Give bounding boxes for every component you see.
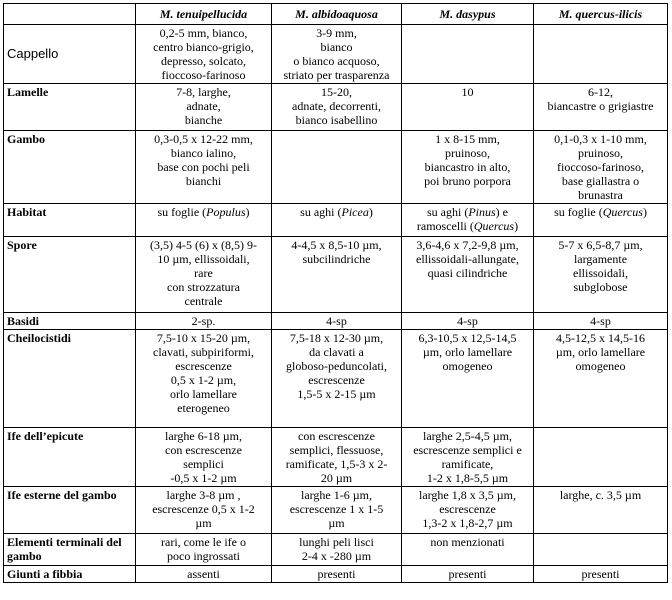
cell-line: 0,1-0,3 x 1-10 mm,	[554, 132, 647, 146]
cell-line: globoso-peduncolati,	[286, 359, 387, 373]
cell-habitat-m-tenuipellucida	[136, 204, 272, 237]
cell-line: con escrescenze	[165, 443, 242, 457]
cell-line: base giallastra o	[561, 174, 640, 188]
cell-line: 4,5-12,5 x 14,5-16	[556, 331, 645, 345]
cell-line: 1,3-2 x 1,8-2,7 µm	[422, 516, 513, 530]
cell-cheilocistidi-m-dasypus	[402, 330, 534, 428]
cell-giunti-a-fibbia-m-tenuipellucida	[136, 566, 272, 583]
cell-cappello-m-dasypus	[402, 25, 534, 84]
cell-lamelle-m-tenuipellucida	[136, 84, 272, 131]
cell-line: subglobose	[573, 280, 628, 294]
cell-line: µm, orlo lamellare	[422, 345, 513, 359]
table-row-cheilocistidi	[4, 330, 668, 428]
cell-line: µm	[195, 516, 212, 530]
cell-line: ellissoidali,	[573, 266, 628, 280]
cell-line: brunastra	[578, 188, 623, 202]
cell-cappello-m-tenuipellucida	[136, 25, 272, 84]
cell-ife-esterne-gambo-m-quercus-ilicis	[534, 487, 668, 534]
cell-elementi-terminali-gambo-m-tenuipellucida	[136, 534, 272, 566]
cell-line: 3,6-4,6 x 7,2-9,8 µm,	[416, 238, 519, 252]
cell-line: rare	[194, 266, 213, 280]
corner-cell	[4, 4, 136, 25]
cell-line: quasi cilindriche	[427, 266, 508, 280]
cell-line: 7,5-10 x 15-20 µm,	[156, 331, 251, 345]
cell-line: con escrescenze	[298, 429, 375, 443]
cell-cheilocistidi-m-tenuipellucida	[136, 330, 272, 428]
cell-line: -0,5 x 1-2 µm	[170, 471, 237, 485]
cell-line: 2-sp.	[191, 314, 216, 328]
cell-line: eterogeneo	[177, 401, 230, 415]
row-label-gambo: Gambo	[4, 131, 136, 204]
cell-habitat-m-dasypus	[402, 204, 534, 237]
cell-line: pruinoso,	[578, 146, 623, 160]
cell-line: 10	[461, 85, 474, 99]
cell-line: 6,3-10,5 x 12,5-14,5	[418, 331, 517, 345]
cell-line: semplici, flessuose,	[289, 443, 384, 457]
cell-line: 15-20,	[321, 85, 352, 99]
cell-habitat-m-quercus-ilicis	[534, 204, 668, 237]
cell-gambo-m-albidoaquosa	[272, 131, 402, 204]
cell-line: con strozzatura	[167, 280, 240, 294]
cell-line: bianchi	[185, 174, 222, 188]
cell-line: ellissoidali-allungate,	[416, 252, 519, 266]
cell-line: ramificate,	[441, 457, 494, 471]
cell-line: larghe 1,8 x 3,5 µm,	[418, 488, 516, 502]
cell-lamelle-m-quercus-ilicis	[534, 84, 668, 131]
cell-elementi-terminali-gambo-m-quercus-ilicis	[534, 534, 668, 566]
cell-giunti-a-fibbia-m-dasypus	[402, 566, 534, 583]
header-m-albidoaquosa: M. albidoaquosa	[272, 4, 402, 25]
table-row-gambo	[4, 131, 668, 204]
cell-cheilocistidi-m-quercus-ilicis	[534, 330, 668, 428]
cell-line: larghe, c. 3,5 µm	[559, 488, 642, 502]
cell-spore-m-quercus-ilicis	[534, 237, 668, 313]
cell-line: largamente	[573, 252, 628, 266]
cell-line: escrescenze	[439, 502, 496, 516]
cell-line: 3-9 mm,	[316, 26, 357, 40]
header-m-dasypus: M. dasypus	[402, 4, 534, 25]
cell-basidi-m-quercus-ilicis	[534, 313, 668, 330]
cell-ife-esterne-gambo-m-tenuipellucida	[136, 487, 272, 534]
row-label-spore: Spore	[4, 237, 136, 313]
cell-line: escrescenze semplici e	[413, 443, 522, 457]
cell-cappello-m-quercus-ilicis	[534, 25, 668, 84]
row-label-giunti-a-fibbia: Giunti a fibbia	[4, 566, 136, 583]
cell-line: escrescenze 0,5 x 1-2	[152, 502, 255, 516]
header-row	[4, 4, 668, 25]
cell-line: adnate,	[186, 99, 221, 113]
cell-line: 10 µm, ellissoidali,	[157, 252, 250, 266]
cell-basidi-m-dasypus	[402, 313, 534, 330]
cell-basidi-m-tenuipellucida	[136, 313, 272, 330]
cell-line: non menzionati	[430, 535, 505, 549]
table-row-lamelle	[4, 84, 668, 131]
cell-line: 20 µm	[320, 471, 353, 485]
cell-line: larghe 3-8 µm ,	[166, 488, 241, 502]
cell-line: bianco ialino,	[170, 146, 237, 160]
cell-line: lunghi peli lisci	[299, 535, 374, 549]
header-m-quercus-ilicis: M. quercus-ilicis	[534, 4, 668, 25]
cell-line: 2-4 x -280 µm	[301, 549, 372, 563]
cell-line: omogeneo	[575, 359, 626, 373]
cell-ife-epicute-m-dasypus	[402, 428, 534, 487]
cell-line: o bianco acquoso,	[293, 54, 380, 68]
cell-habitat-m-albidoaquosa	[272, 204, 402, 237]
cell-line: bianche	[184, 113, 223, 127]
row-label-lamelle: Lamelle	[4, 84, 136, 131]
cell-line: 1,5-5 x 2-15 µm	[297, 387, 376, 401]
row-label-cappello: Cappello	[4, 25, 136, 84]
cell-ife-epicute-m-quercus-ilicis	[534, 428, 668, 487]
cell-gambo-m-quercus-ilicis	[534, 131, 668, 204]
row-label-basidi: Basidi	[4, 313, 136, 330]
table-row-elementi-terminali-gambo	[4, 534, 668, 566]
cell-lamelle-m-albidoaquosa	[272, 84, 402, 131]
cell-line: su foglie (Populus)	[157, 205, 250, 219]
cell-line: 5-7 x 6,5-8,7 µm,	[558, 238, 643, 252]
cell-giunti-a-fibbia-m-quercus-ilicis	[534, 566, 668, 583]
cell-line: base con pochi peli	[157, 160, 250, 174]
cell-line: (3,5) 4-5 (6) x (8,5) 9-	[150, 238, 257, 252]
cell-line: su aghi (Pinus) e	[427, 205, 508, 219]
table-row-spore	[4, 237, 668, 313]
cell-line: depresso, solcato,	[161, 54, 246, 68]
cell-line: fioccoso-farinoso	[161, 68, 246, 82]
table-row-basidi	[4, 313, 668, 330]
cell-line: µm, orlo lamellare	[555, 345, 646, 359]
cell-gambo-m-dasypus	[402, 131, 534, 204]
cell-line: semplici	[183, 457, 224, 471]
header-m-tenuipellucida: M. tenuipellucida	[136, 4, 272, 25]
cell-giunti-a-fibbia-m-albidoaquosa	[272, 566, 402, 583]
cell-line: orlo lamellare	[170, 387, 237, 401]
cell-line: larghe 6-18 µm,	[164, 429, 242, 443]
row-label-ife-esterne-gambo: Ife esterne del gambo	[4, 487, 136, 534]
cell-elementi-terminali-gambo-m-albidoaquosa	[272, 534, 402, 566]
row-label-cheilocistidi: Cheilocistidi	[4, 330, 136, 428]
cell-line: 6-12,	[588, 85, 613, 99]
table-row-habitat	[4, 204, 668, 237]
cell-line: poco ingrossati	[167, 549, 240, 563]
cell-line: biancastro in alto,	[424, 160, 511, 174]
cell-line: ramoscelli (Quercus)	[416, 219, 519, 233]
cell-line: 4-4,5 x 8,5-10 µm,	[291, 238, 382, 252]
cell-line: bianco	[320, 40, 353, 54]
table-row-cappello	[4, 25, 668, 84]
table-row-giunti-a-fibbia	[4, 566, 668, 583]
cell-line: 0,3-0,5 x 12-22 mm,	[154, 132, 253, 146]
cell-gambo-m-tenuipellucida	[136, 131, 272, 204]
cell-line: 1-2 x 1,8-5,5 µm	[426, 471, 509, 485]
cell-line: rari, come le ife o	[161, 535, 246, 549]
cell-spore-m-dasypus	[402, 237, 534, 313]
cell-line: escrescenze	[175, 359, 232, 373]
cell-basidi-m-albidoaquosa	[272, 313, 402, 330]
cell-line: fioccoso-farinoso,	[557, 160, 644, 174]
row-label-habitat: Habitat	[4, 204, 136, 237]
cell-line: 4-sp	[590, 314, 611, 328]
cell-line: subcilindriche	[302, 252, 371, 266]
cell-spore-m-albidoaquosa	[272, 237, 402, 313]
cell-line: striato per trasparenza	[283, 68, 390, 82]
cell-line: omogeneo	[442, 359, 493, 373]
row-label-ife-epicute: Ife dell’epicute	[4, 428, 136, 487]
cell-line: su foglie (Quercus)	[554, 205, 647, 219]
cell-lamelle-m-dasypus	[402, 84, 534, 131]
cell-ife-esterne-gambo-m-albidoaquosa	[272, 487, 402, 534]
cell-line: larghe 2,5-4,5 µm,	[422, 429, 512, 443]
cell-line: assenti	[187, 567, 220, 581]
cell-line: 0,2-5 mm, bianco,	[159, 26, 248, 40]
cell-spore-m-tenuipellucida	[136, 237, 272, 313]
cell-line: bianco isabellino	[295, 113, 378, 127]
cell-line: pruinoso,	[445, 146, 490, 160]
table-row-ife-epicute	[4, 428, 668, 487]
cell-line: presenti	[581, 567, 620, 581]
cell-cheilocistidi-m-albidoaquosa	[272, 330, 402, 428]
cell-line: 0,5 x 1-2 µm,	[170, 373, 237, 387]
cell-line: 1 x 8-15 mm,	[435, 132, 500, 146]
cell-line: centrale	[184, 294, 223, 308]
table-row-ife-esterne-gambo	[4, 487, 668, 534]
cell-line: 4-sp	[457, 314, 478, 328]
cell-line: biancastre o grigiastre	[547, 99, 654, 113]
cell-line: larghe 1-6 µm,	[300, 488, 372, 502]
cell-line: da clavati a	[309, 345, 364, 359]
cell-ife-esterne-gambo-m-dasypus	[402, 487, 534, 534]
cell-line: su aghi (Picea)	[300, 205, 373, 219]
row-label-elementi-terminali-gambo: Elementi terminali del gambo	[4, 534, 136, 566]
cell-line: adnate, decorrenti,	[292, 99, 381, 113]
cell-line: 4-sp	[326, 314, 347, 328]
cell-ife-epicute-m-albidoaquosa	[272, 428, 402, 487]
cell-line: escrescenze 1 x 1-5	[289, 502, 384, 516]
cell-line: ramificate, 1,5-3 x 2-	[285, 457, 388, 471]
species-comparison-table	[3, 3, 668, 583]
cell-line: clavati, subpiriformi,	[153, 345, 254, 359]
cell-line: 7-8, larghe,	[176, 85, 231, 99]
cell-line: escrescenze	[308, 373, 365, 387]
cell-line: µm	[328, 516, 345, 530]
table-body	[4, 25, 668, 583]
cell-cappello-m-albidoaquosa	[272, 25, 402, 84]
cell-line: centro bianco-grigio,	[153, 40, 254, 54]
cell-line: presenti	[317, 567, 356, 581]
cell-elementi-terminali-gambo-m-dasypus	[402, 534, 534, 566]
cell-line: poi bruno porpora	[424, 174, 511, 188]
cell-ife-epicute-m-tenuipellucida	[136, 428, 272, 487]
cell-line: presenti	[448, 567, 487, 581]
cell-line: 7,5-18 x 12-30 µm,	[289, 331, 384, 345]
